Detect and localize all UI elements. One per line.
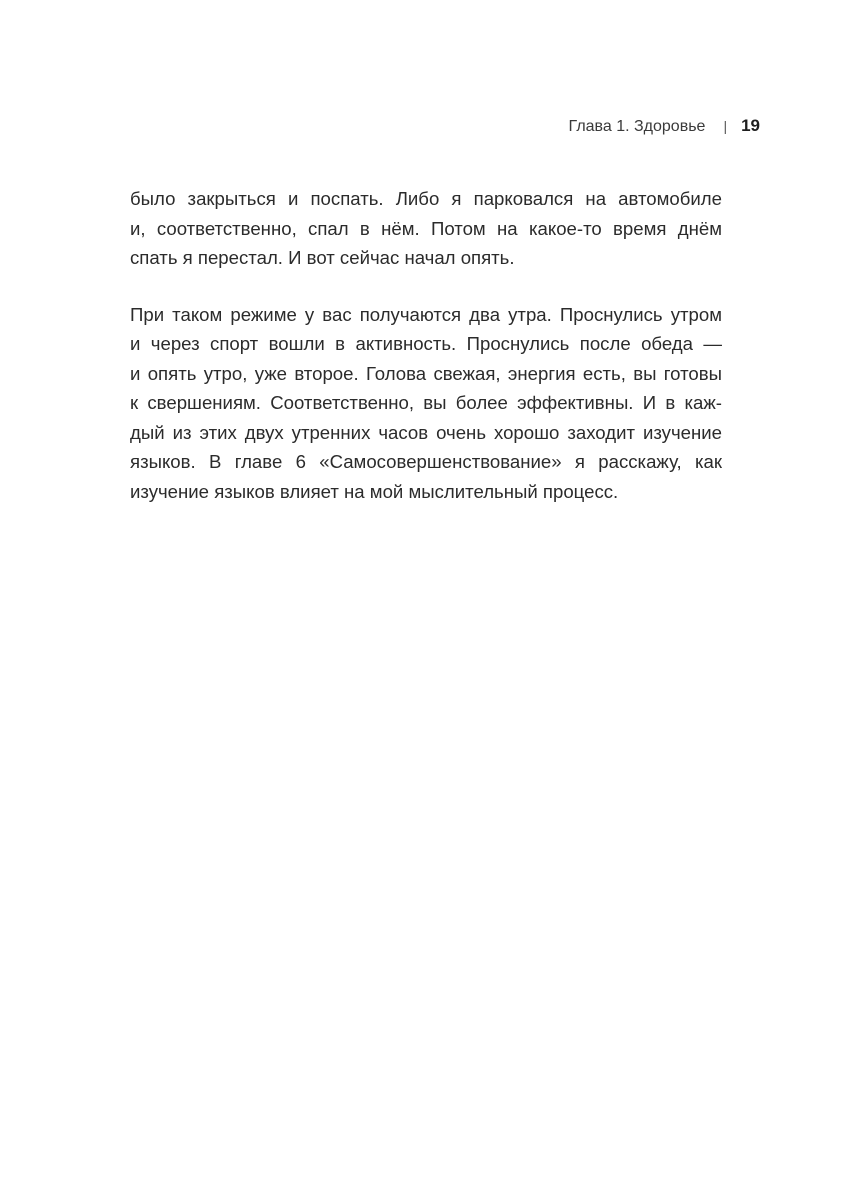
paragraph-2 bbox=[130, 300, 722, 507]
text-line: изучение языков влияет на мой мыслительный процесс. bbox=[130, 480, 619, 502]
running-header bbox=[569, 116, 760, 136]
body-text bbox=[130, 184, 722, 533]
page-number: 19 bbox=[741, 116, 760, 135]
text-line: спать я перестал. И вот сейчас начал опять. bbox=[130, 247, 515, 268]
header-divider: | bbox=[723, 118, 728, 134]
text-line: было закрыться и поспать. Либо я парковался на автомобиле bbox=[130, 188, 722, 209]
paragraph-1 bbox=[130, 184, 722, 273]
text-line: и опять утро, уже второе. Голова свежая, энергия есть, вы готовы bbox=[130, 362, 722, 384]
text-line: и, соответственно, спал в нём. Потом на какое-то время днём bbox=[130, 217, 722, 239]
text-line: и через спорт вошли в активность. Проснулись после обеда — bbox=[130, 333, 722, 354]
text-line: языков. В главе 6 «Самосовершенствование» я расскажу, как bbox=[130, 451, 722, 472]
chapter-title: Глава 1. Здоровье bbox=[568, 118, 706, 135]
text-line: дый из этих двух утренних часов очень хорошо заходит изучение bbox=[130, 421, 722, 443]
text-line: При таком режиме у вас получаются два утра. Проснулись утром bbox=[130, 303, 722, 325]
text-line: к свершениям. Соответственно, вы более эффективны. И в каж- bbox=[130, 392, 722, 413]
